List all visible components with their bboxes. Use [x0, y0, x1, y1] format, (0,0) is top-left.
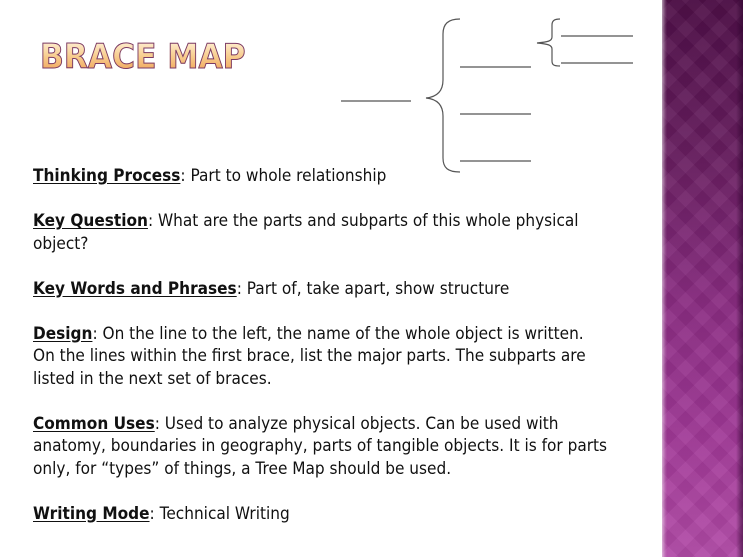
paragraph-thinking-process — [33, 165, 610, 188]
decorative-side-panel — [662, 0, 743, 557]
slide-title: BRACE MAP — [40, 37, 246, 77]
paragraph-text: : Part of, take apart, show structure — [236, 278, 510, 298]
paragraph-design — [33, 323, 610, 391]
paragraph-text: : What are the parts and subparts of this whole physical object? — [33, 211, 579, 253]
body-text — [33, 165, 610, 548]
main-brace — [426, 19, 460, 172]
paragraph-label: Design — [33, 323, 93, 343]
sub-brace — [537, 19, 560, 66]
paragraph-text: : Used to analyze physical objects. Can be used with anatomy, boundaries in geography, parts of tangible objects. It is for parts only, for “types” of things, a Tree Map should be used. — [33, 413, 608, 478]
paragraph-label: Key Question — [33, 211, 148, 230]
paragraph-label: Writing Mode — [33, 503, 150, 523]
paragraph-label: Thinking Process — [33, 166, 181, 185]
paragraph-text: : Part to whole relationship — [180, 166, 387, 185]
paragraph-label: Key Words and Phrases — [33, 278, 237, 298]
paragraph-label: Common Uses — [33, 413, 155, 433]
paragraph-text: : Technical Writing — [149, 503, 290, 523]
paragraph-key-question — [33, 210, 610, 255]
paragraph-key-words — [33, 278, 610, 301]
paragraph-text: : On the line to the left, the name of the whole object is written. On the lines within the first brace, list the major parts. The subparts are listed in the next set of braces. — [33, 323, 586, 388]
paragraph-writing-mode — [33, 503, 610, 526]
paragraph-common-uses — [33, 413, 610, 481]
